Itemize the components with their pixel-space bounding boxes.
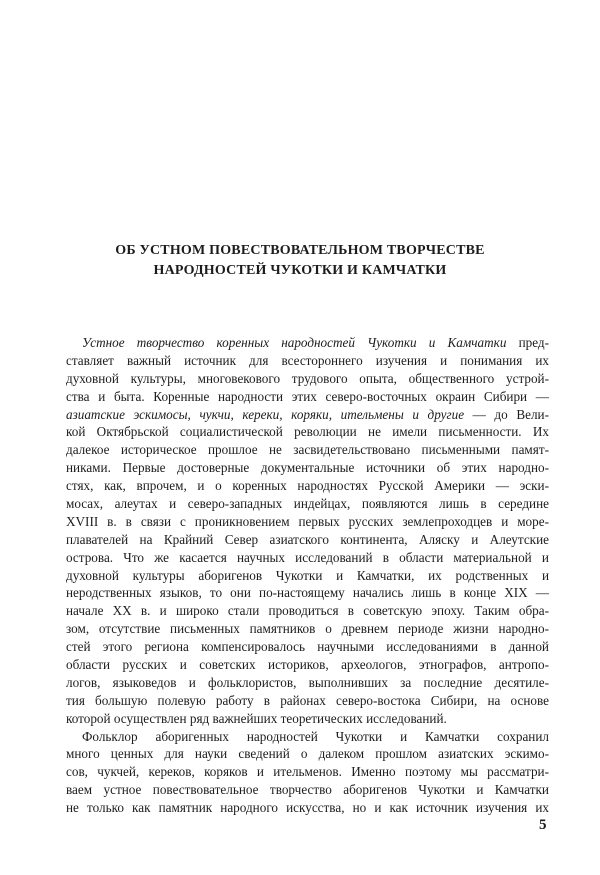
line-text: мосах, алеутах и северо-западных индейцах, появляются лишь в середине [66,496,549,512]
line-text: — до Вели- [464,406,550,422]
text-line [66,638,549,656]
line-text: которой осуществлен ряд важнейших теоретических исследований. [66,710,447,726]
text-line [66,763,549,781]
text-line [66,531,549,549]
text-line [66,459,549,477]
text-line [66,334,549,352]
line-text: XVIII в. в связи с проникновением первых русских землепроходцев и море- [66,513,549,529]
text-line [66,620,549,638]
line-text: зом, отсутствие письменных памятников о древнем периоде жизни народно- [66,621,549,637]
line-text: далекое историческое прошлое не засвидетельствовано письменными памят- [66,442,549,458]
text-line [66,567,549,585]
line-text: никами. Первые достоверные документальные источники об этих народно- [66,460,549,476]
body-text [66,334,549,817]
text-line [66,388,549,406]
line-text: тия большую полевую работу в районах северо-востока Сибири, на основе [66,692,549,708]
text-line [66,370,549,388]
text-line [66,602,549,620]
line-text: стях, как, впрочем, и о коренных народностях Русской Америки — эски- [66,478,549,494]
text-line [66,477,549,495]
text-line [66,441,549,459]
line-text: пред- [506,335,549,350]
line-text: логов, языковедов и фольклористов, выполнивших за последние десятиле- [66,674,549,690]
italic-text: Устное творчество коренных народностей Чукотки и Камчатки [82,335,507,350]
line-text: ства и быта. Коренные народности этих северо-восточных окраин Сибири — [66,388,549,404]
line-text: ставляет важный источник для всестороннего изучения и понимания их [66,352,549,368]
chapter-title-line-2: НАРОДНОСТЕЙ ЧУКОТКИ И КАМЧАТКИ [153,263,447,278]
text-line [66,692,549,710]
line-text: плавателей на Крайний Север азиатского континента, Аляску и Алеутские [66,531,549,547]
text-line [66,656,549,674]
page-number: 5 [539,817,547,833]
line-text: области русских и советских историков, археологов, этнографов, антропо- [66,657,549,673]
text-line [66,781,549,799]
text-line [66,674,549,692]
line-text: Фольклор аборигенных народностей Чукотки и Камчатки сохранил [82,728,549,744]
text-line [66,352,549,370]
text-line [66,728,549,746]
line-text: острова. Что же касается научных исследований в области материальной и [66,549,549,565]
line-text: начале XX в. и широко стали проводиться в советскую эпоху. Таким обра- [66,603,549,619]
line-text: ваем устное повествовательное творчество аборигенов Чукотки и Камчатки [66,782,549,798]
italic-text: азиатские эскимосы, чукчи, кереки, коряки, ительмены и другие [66,406,465,422]
line-text: стей этого региона компенсировалось научными исследованиями в данной [66,639,549,655]
text-line [66,710,549,728]
chapter-title-line-1: ОБ УСТНОМ ПОВЕСТВОВАТЕЛЬНОМ ТВОРЧЕСТВЕ [115,243,485,258]
text-line [66,584,549,602]
line-text: много ценных для науки сведений о далеком прошлом азиатских эскимо- [66,746,549,762]
text-line [66,406,549,424]
line-text: духовной культуры аборигенов Чукотки и Камчатки, их родственных и [66,567,549,583]
line-text: неродственных языков, то они по-настоящему начались лишь в конце XIX — [66,585,549,601]
text-line [66,549,549,567]
line-text: кой Октябрьской социалистической революции не имели письменности. Их [66,424,549,440]
line-text: не только как памятник народного искусства, но и как источник изучения их [66,800,549,816]
line-text: сов, чукчей, кереков, коряков и ительменов. Именно поэтому мы рассматри- [66,764,549,780]
text-line [66,423,549,441]
text-line [66,495,549,513]
text-line [66,799,549,817]
text-line [66,745,549,763]
line-text: духовной культуры, многовекового трудового опыта, общественного устрой- [66,370,549,386]
text-line [66,513,549,531]
